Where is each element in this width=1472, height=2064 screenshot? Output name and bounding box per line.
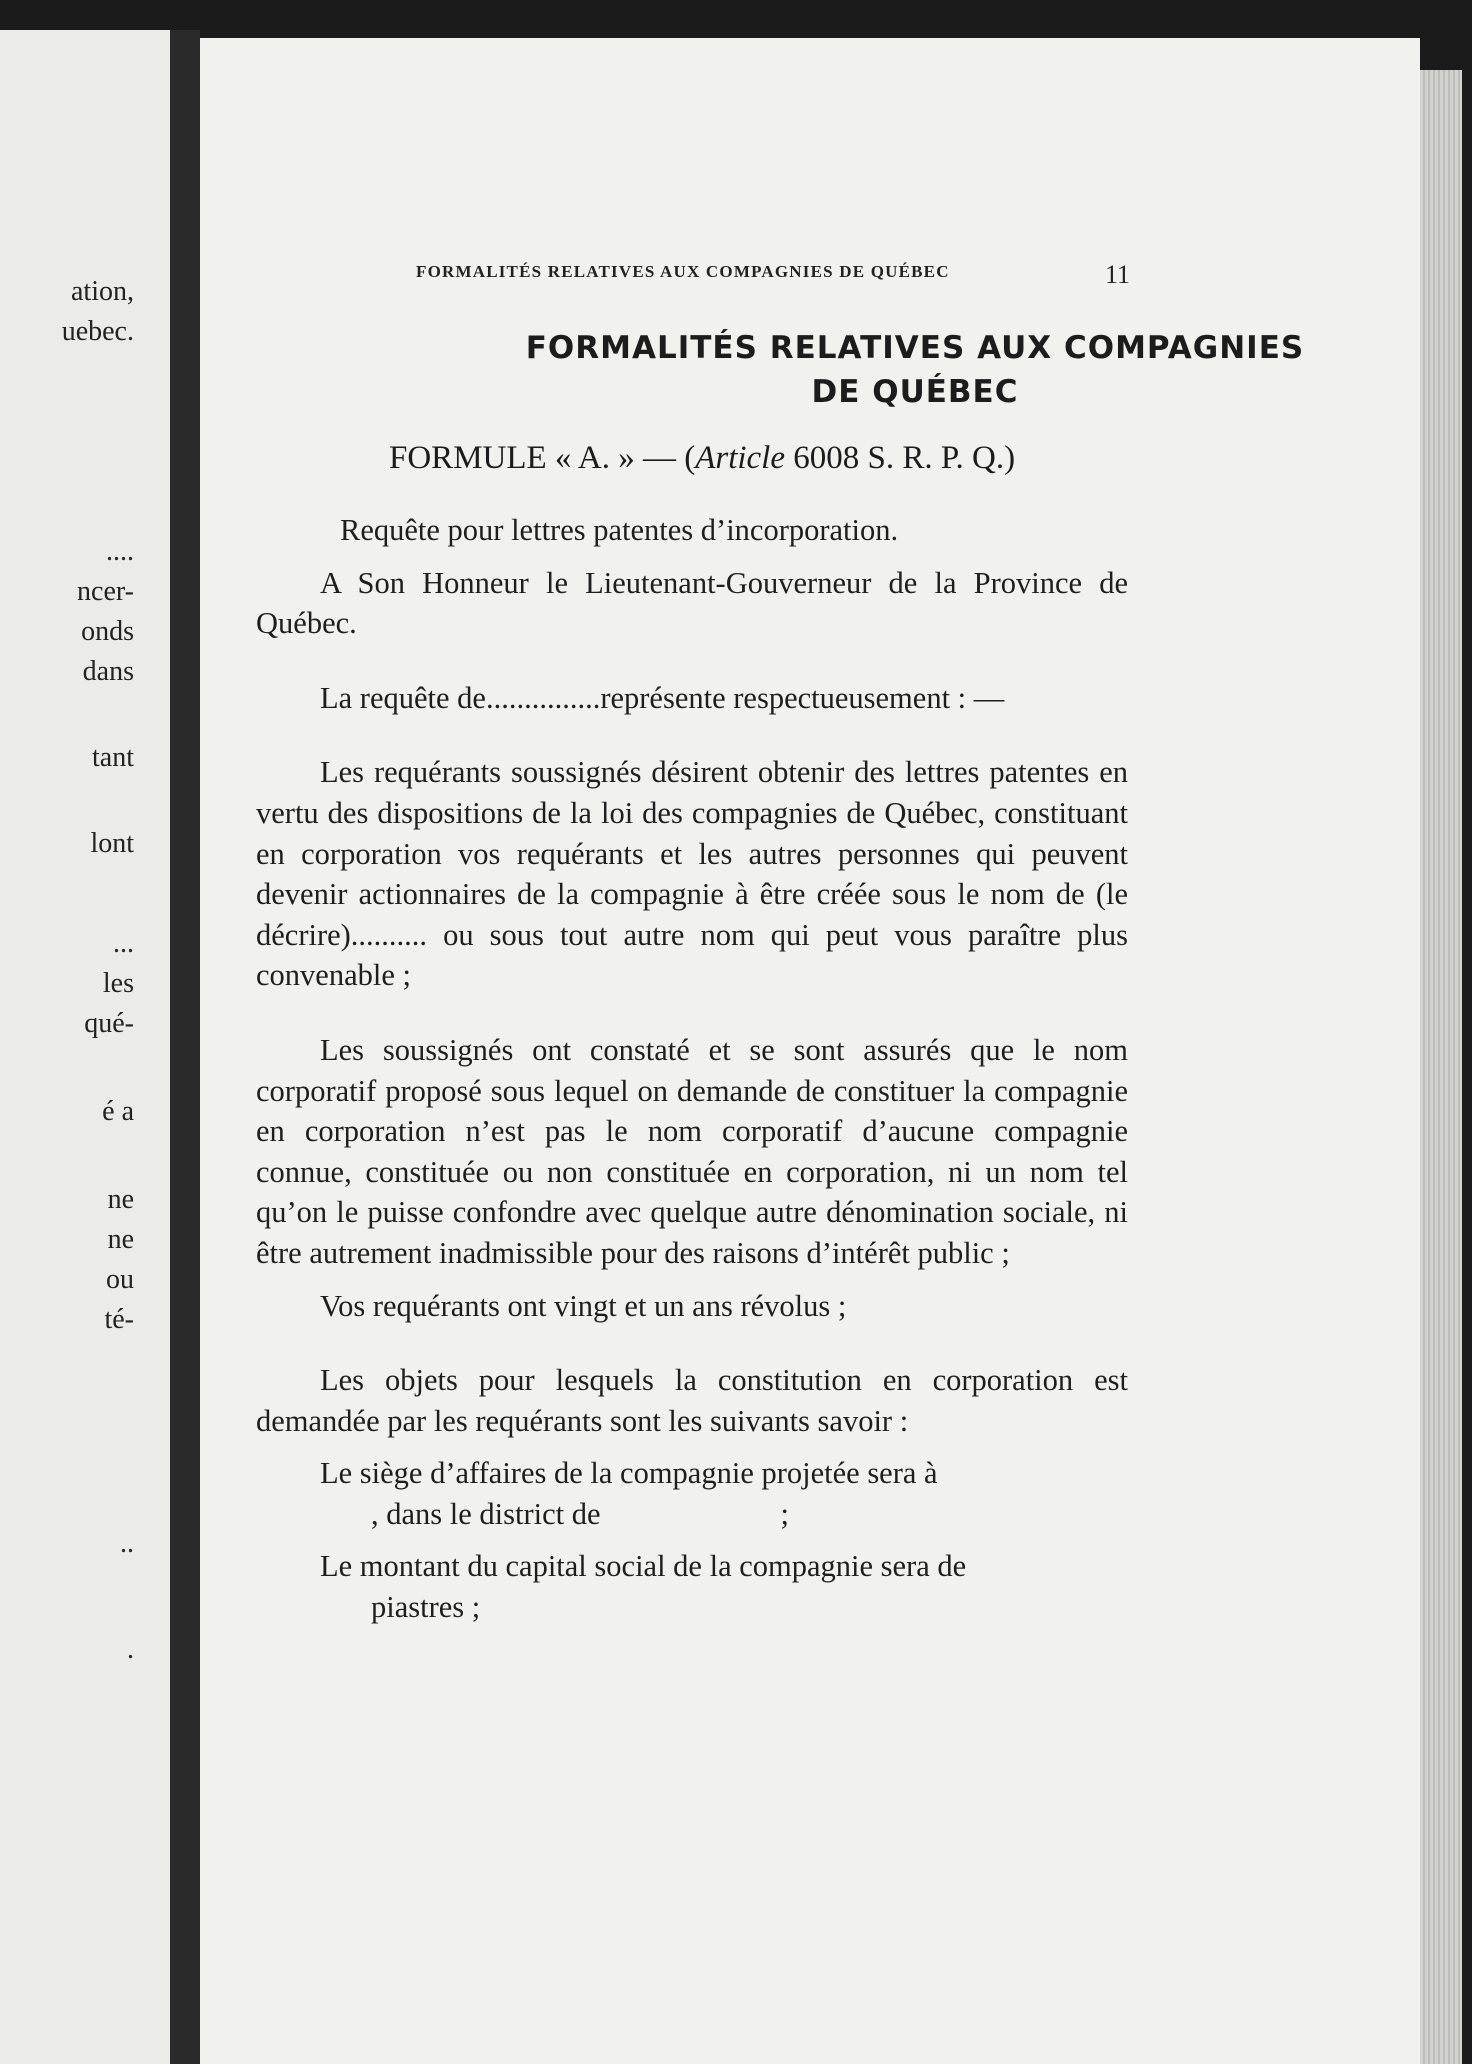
left-page-fragment: ... [113, 928, 134, 959]
left-page-fragment: ne [107, 1184, 134, 1215]
paragraph-age: Vos requérants ont vingt et un ans révolus ; [320, 1288, 847, 1323]
paragraph-request-title: Requête pour lettres patentes d’incorporation. [340, 513, 899, 547]
left-page-fragment: ation, [71, 276, 134, 307]
left-page-fragment: lont [90, 828, 134, 859]
form-heading [389, 440, 1015, 477]
page-number: 11 [1105, 260, 1131, 289]
form-heading-prefix: FORMULE « A. » — ( [389, 440, 696, 476]
left-page-fragment: onds [81, 616, 134, 647]
left-page-fragment: .. [120, 1528, 134, 1559]
paragraph-objets: Les objets pour lesquels la constitution en corporation est demandée par les requérants sont les suivants savoir : [256, 1363, 1128, 1438]
section-title-line-2: DE QUÉBEC [811, 374, 1019, 410]
capital-piastres-line: piastres ; [371, 1590, 481, 1625]
paragraph-capital [256, 1546, 1128, 1627]
running-head: FORMALITÉS RELATIVES AUX COMPAGNIES DE QUÉBEC [416, 262, 950, 281]
left-page-fragment: les [102, 968, 134, 999]
paragraph-siege [256, 1453, 1128, 1534]
page-stack-edge [1420, 70, 1462, 2064]
left-page-fragment: té- [104, 1304, 134, 1335]
paragraph-soussignes: Les soussignés ont constaté et se sont assurés que le nom corporatif proposé sous lequel on demande de constituer la compagnie en corporation n’est pas le nom corporatif d’aucune compagnie connue, constituée ou non constituée en corporation, ni un nom tel qu’on le puisse confondre avec quelque autre dénomination sociale, ni être autrement inadmissible pour des raisons d’intérêt public ; [256, 1032, 1128, 1270]
form-heading-suffix: 6008 S. R. P. Q.) [785, 440, 1016, 476]
left-page-fragment: dans [82, 656, 134, 687]
left-page-fragment: ne [107, 1224, 134, 1255]
siege-text: Le siège d’affaires de la compagnie projetée sera à [320, 1456, 938, 1491]
form-heading-italic: Article [695, 440, 785, 476]
left-page-fragment: ncer- [77, 576, 134, 607]
left-page-fragment: tant [92, 742, 134, 773]
siege-district-text: , dans le district de [371, 1496, 601, 1531]
form-body [256, 510, 1128, 1628]
left-page-fragment: . [127, 1634, 134, 1665]
siege-district-line [256, 1494, 1128, 1535]
left-page-fragment: qué- [84, 1008, 134, 1039]
paragraph-requerants: Les requérants soussignés désirent obtenir des lettres patentes en vertu des dispositions de la loi des compagnies de Québec, constituant en corporation vos requérants et les autres personnes qui peuvent devenir actionnaires de la compagnie à être créée sous le nom de (le décrire).......... ou sous tout autre nom qui peut vous paraître plus convenable ; [256, 755, 1128, 993]
siege-end: ; [780, 1496, 790, 1531]
section-title-line-1: FORMALITÉS RELATIVES AUX COMPAGNIES [525, 330, 1305, 366]
left-page-fragment: uebec. [61, 316, 134, 347]
left-page-fragment: .... [106, 536, 134, 567]
paragraph-petition: La requête de...............représente respectueusement : — [320, 680, 1005, 715]
previous-page [0, 30, 170, 2064]
paragraph-address: A Son Honneur le Lieutenant-Gouverneur de la Province de Québec. [256, 565, 1128, 641]
left-page-fragment: ou [106, 1264, 134, 1295]
book-gutter [170, 30, 200, 2064]
left-page-fragment: é a [102, 1096, 134, 1127]
current-page [200, 38, 1420, 2064]
capital-text: Le montant du capital social de la compagnie sera de [320, 1549, 967, 1584]
